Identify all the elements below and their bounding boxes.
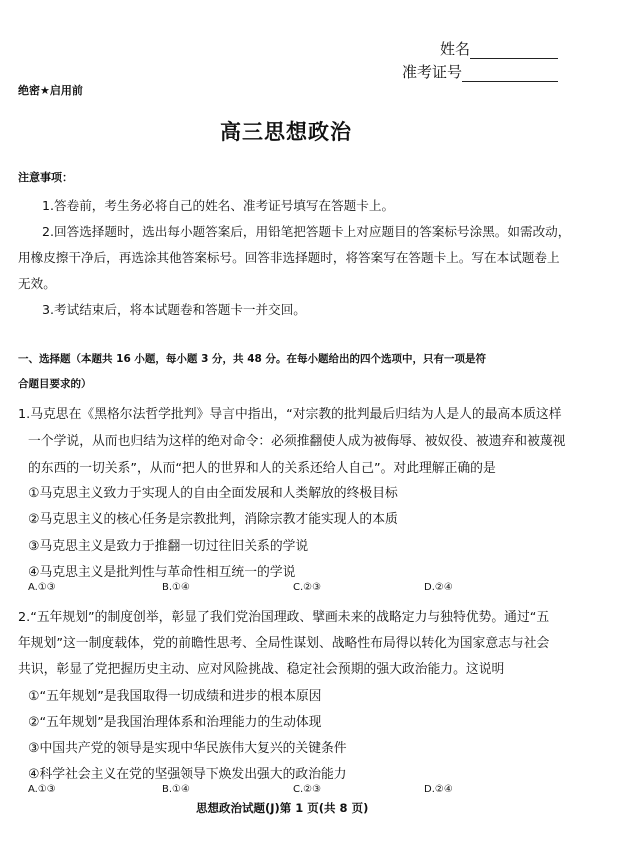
q1-stem-line-1: 1.马克思在《黑格尔法哲学批判》导言中指出，“对宗教的批判最后归结为人是人的最高本质这样 (18, 407, 562, 422)
q2-option-d: D.②④ (424, 784, 453, 795)
q2-stem-line-1: 2.“五年规划”的制度创举，彰显了我们党治国理政、擘画未来的战略定力与独特优势。通过“五 (18, 610, 550, 625)
q2-item-1: ①“五年规划”是我国取得一切成绩和进步的根本原因 (28, 689, 322, 704)
name-field (440, 38, 558, 59)
notice-item-2-line-1: 2.回答选择题时，选出每小题答案后，用铅笔把答题卡上对应题目的答案标号涂黑。如需改动， (42, 224, 571, 239)
q1-item-2: ②马克思主义的核心任务是宗教批判，消除宗教才能实现人的本质 (28, 512, 398, 527)
exam-id-field (402, 61, 558, 82)
notice-item-2-line-2: 用橡皮擦干净后，再选涂其他答案标号。回答非选择题时，将答案写在答题卡上。写在本试题卷上 (18, 250, 560, 265)
q1-stem-line-3: 的东西的一切关系”，从而“把人的世界和人的关系还给人自己”。对此理解正确的是 (28, 461, 496, 476)
q2-item-2: ②“五年规划”是我国治理体系和治理能力的生动体现 (28, 715, 322, 730)
page-footer: 思想政治试题(J)第 1 页(共 8 页) (196, 801, 369, 815)
q2-stem-line-3: 共识，彰显了党把握历史主动、应对风险挑战、稳定社会预期的强大政治能力。这说明 (18, 662, 505, 677)
q1-stem-line-2: 一个学说，从而也归结为这样的绝对命令：必须推翻使人成为被侮辱、被奴役、被遗弃和被蔑视 (28, 434, 566, 449)
exam-id-label: 准考证号 (402, 63, 463, 81)
notice-item-1: 1.答卷前，考生务必将自己的姓名、准考证号填写在答题卡上。 (42, 198, 395, 213)
q2-option-b: B.①④ (162, 784, 190, 795)
q1-item-3: ③马克思主义是致力于推翻一切过往旧关系的学说 (28, 539, 309, 554)
section-heading-line-1: 一、选择题（本题共 16 小题，每小题 3 分，共 48 分。在每小题给出的四个选项中，只有一项是符 (18, 353, 486, 365)
name-label: 姓名 (440, 40, 471, 58)
notice-heading: 注意事项： (18, 171, 73, 184)
page-title: 高三思想政治 (220, 120, 352, 144)
q2-stem-line-2: 年规划”这一制度载体，党的前瞻性思考、全局性谋划、战略性布局得以转化为国家意志与社会 (18, 636, 550, 651)
q1-option-d: D.②④ (424, 582, 453, 593)
exam-id-blank (462, 63, 558, 82)
notice-item-2-line-3: 无效。 (18, 276, 56, 291)
secret-label: 绝密★启用前 (18, 84, 83, 97)
q1-option-a: A.①③ (28, 582, 56, 593)
q2-item-3: ③中国共产党的领导是实现中华民族伟大复兴的关键条件 (28, 741, 347, 756)
q2-option-c: C.②③ (293, 784, 322, 795)
q2-option-a: A.①③ (28, 784, 56, 795)
q1-item-4: ④马克思主义是批判性与革命性相互统一的学说 (28, 565, 296, 580)
q1-option-c: C.②③ (293, 582, 322, 593)
notice-item-3: 3.考试结束后，将本试题卷和答题卡一并交回。 (42, 302, 306, 317)
q1-item-1: ①马克思主义致力于实现人的自由全面发展和人类解放的终极目标 (28, 486, 398, 501)
name-blank (470, 40, 558, 59)
q1-option-b: B.①④ (162, 582, 190, 593)
q2-item-4: ④科学社会主义在党的坚强领导下焕发出强大的政治能力 (28, 767, 347, 782)
section-heading-line-2: 合题目要求的） (18, 378, 92, 390)
